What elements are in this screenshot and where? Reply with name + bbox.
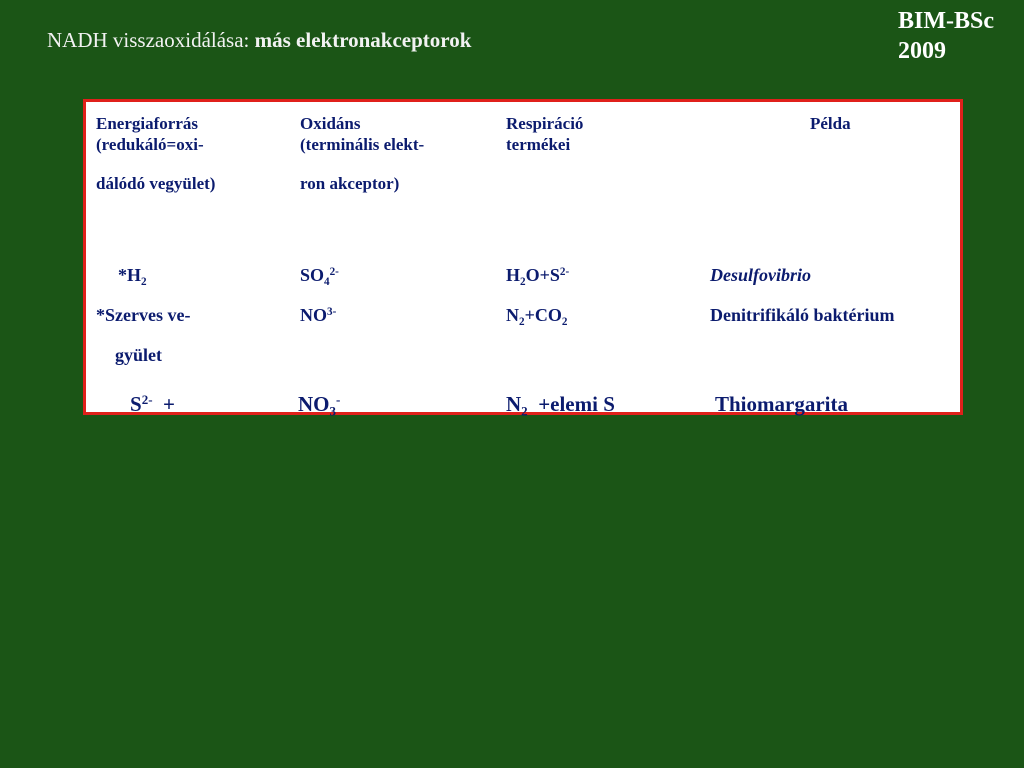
- row2-energy-source: *Szerves ve- gyület: [96, 305, 191, 365]
- row3-energy-source: $S^{2-}$ +: [130, 391, 175, 416]
- row2-products: $N_2+CO_2$: [506, 305, 568, 328]
- row3-products: $N_2$ +elemi S: [506, 392, 615, 419]
- row1-energy-source: $*H_2$: [118, 265, 147, 288]
- row2-example: Denitrifikáló baktérium: [710, 305, 895, 325]
- header-respiration-products: Respiráció termékei: [506, 114, 584, 154]
- slide-title: [47, 28, 471, 53]
- row3-oxidant: $NO_3^-$: [298, 391, 341, 419]
- header-energy-source: Energiaforrás (redukáló=oxi- dálódó vegyület): [96, 114, 216, 193]
- row1-oxidant: $SO_4^{2-}$: [300, 265, 339, 288]
- course-year: 2009: [898, 38, 946, 64]
- row2-oxidant: $NO^{3-}$: [300, 305, 337, 325]
- slide-title-normal: NADH visszaoxidálása:: [47, 28, 250, 52]
- electron-acceptor-table: [83, 99, 963, 419]
- course-label: [898, 6, 994, 66]
- slide-title-bold: más elektronakceptorok: [254, 28, 472, 52]
- header-oxidant: Oxidáns (terminális elekt- ron akceptor): [300, 114, 425, 193]
- row1-products: $H_2O+S^{2-}$: [506, 265, 570, 288]
- course-code: BIM-BSc: [898, 8, 994, 34]
- row3-example: Thiomargarita: [715, 392, 848, 416]
- header-example: Példa: [810, 114, 851, 133]
- row1-example: Desulfovibrio: [710, 265, 811, 285]
